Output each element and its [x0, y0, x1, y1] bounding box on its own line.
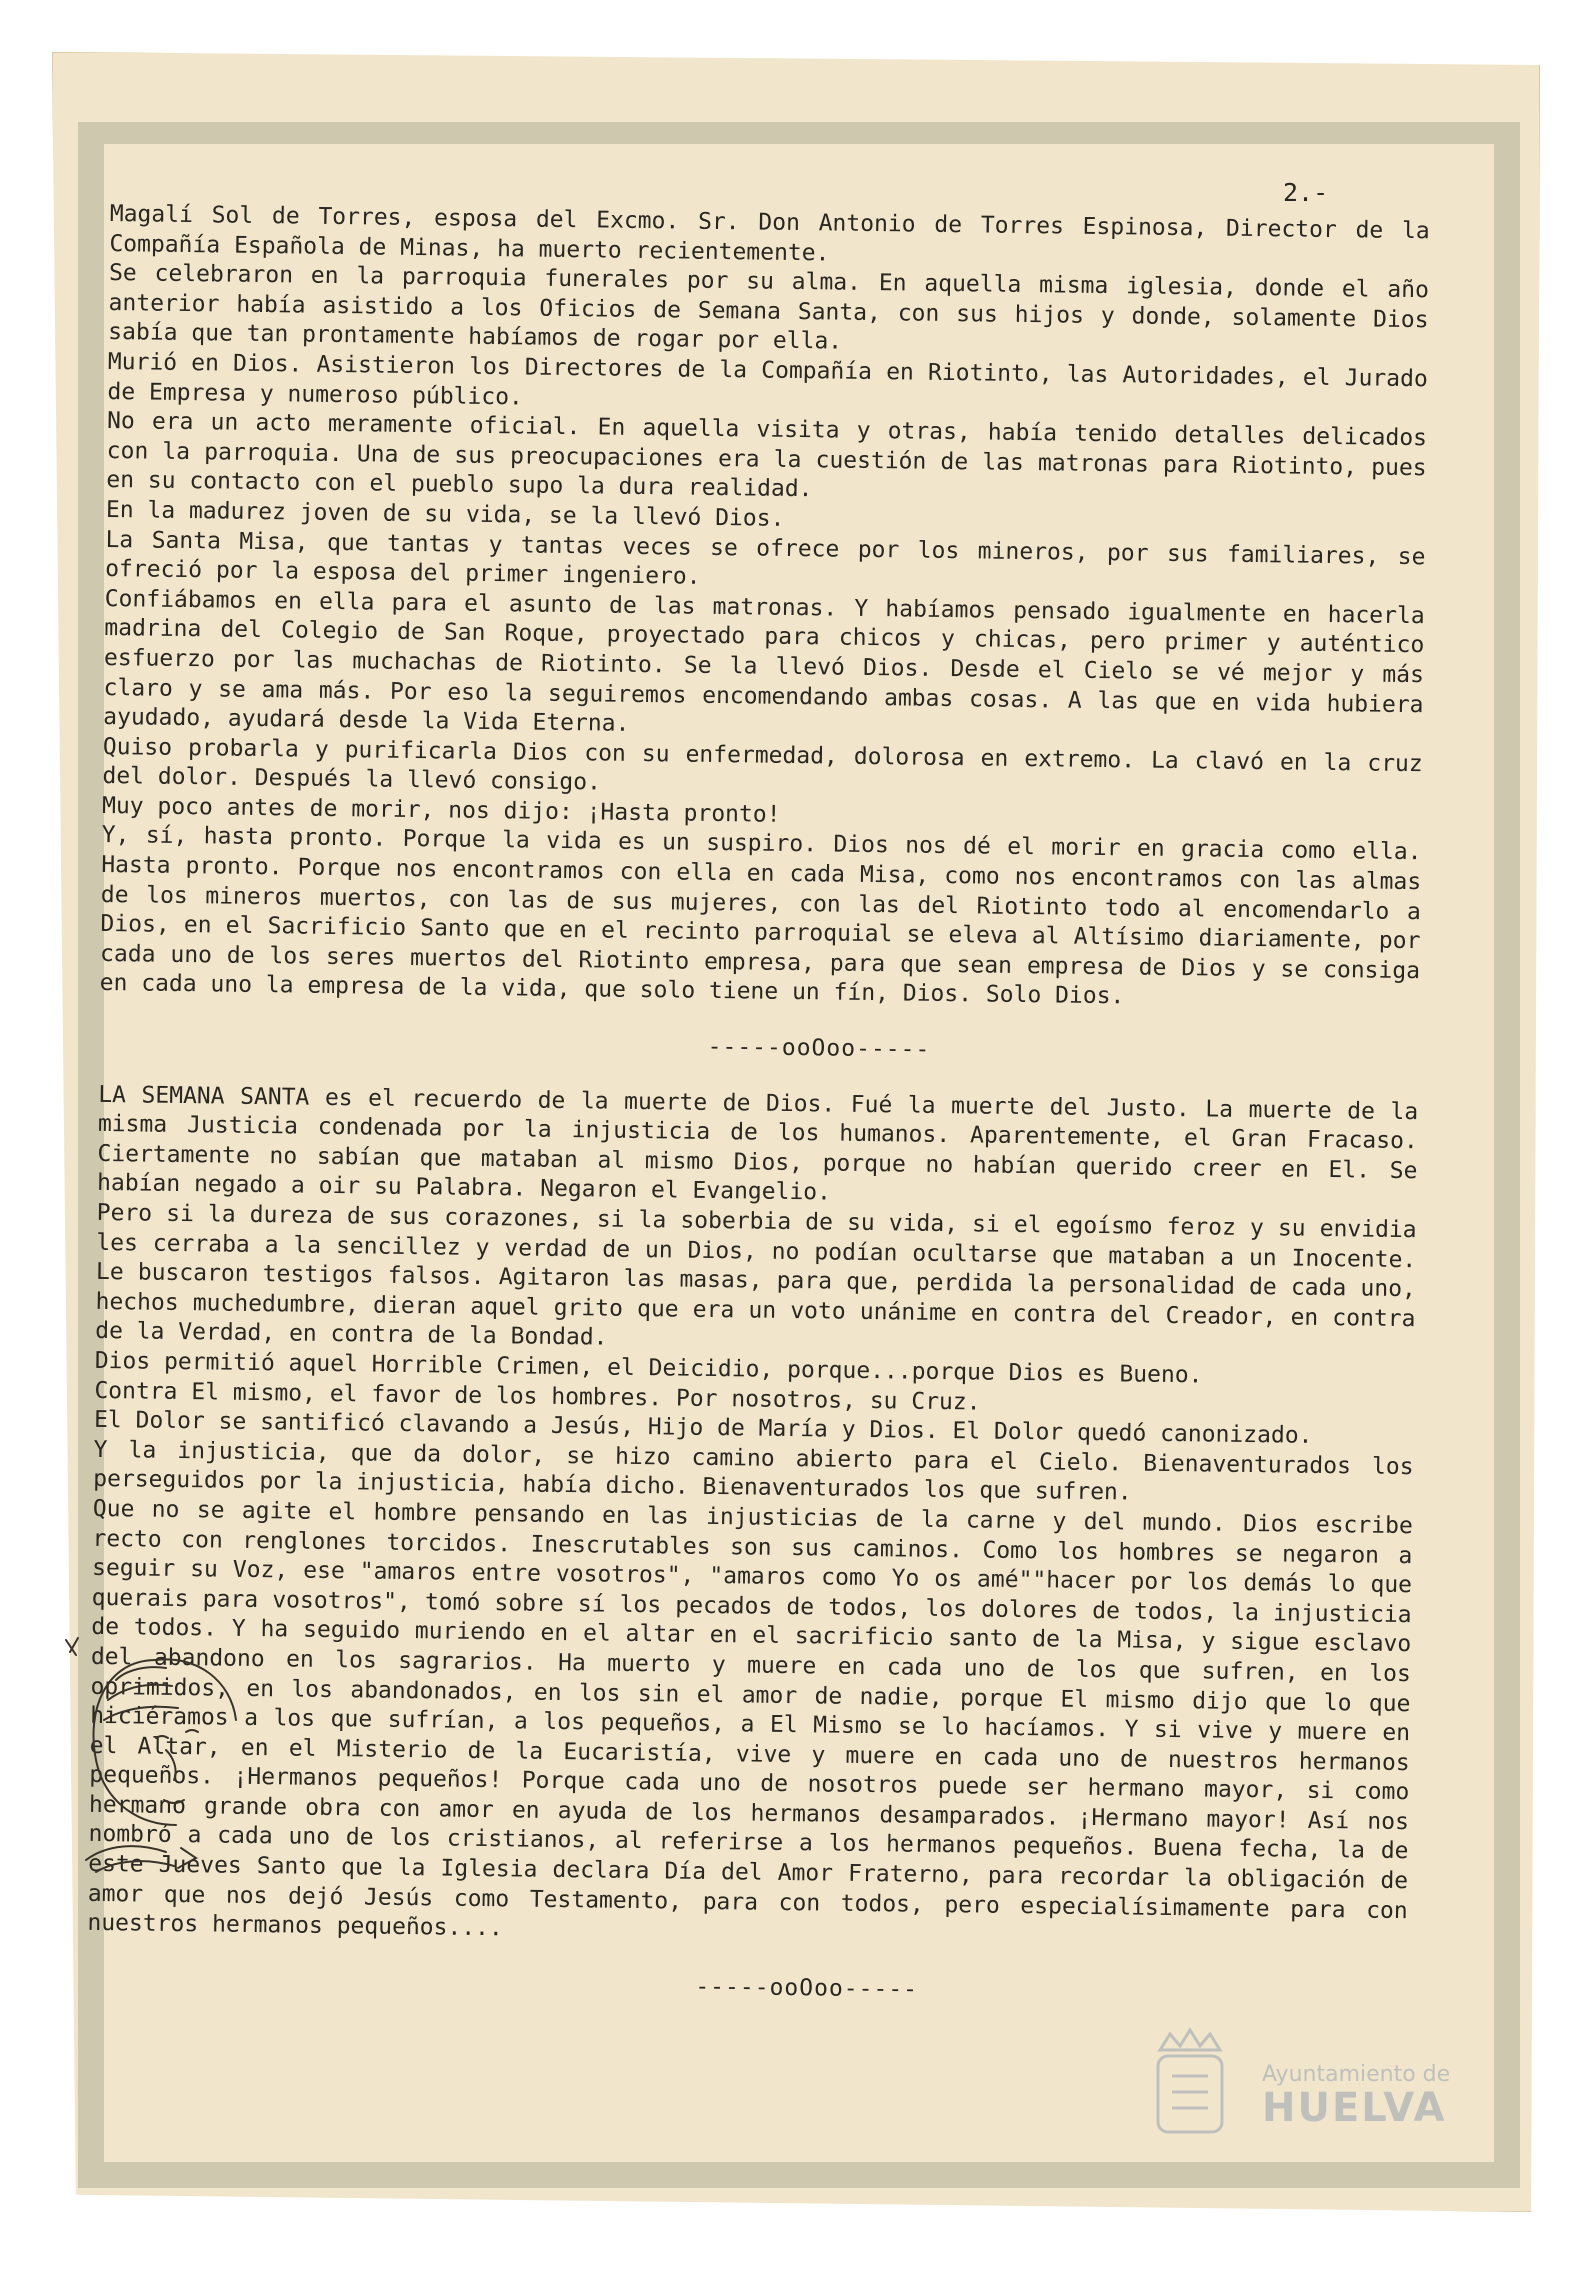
paragraph: Que no se agite el hombre pensando en las injusticias de la carne y del mundo. Dios escribe recto con renglones torcidos. Inescrutables son sus caminos. Como los hombres se negaron a seguir su Voz, ese "amaros entre vosotros", "amaros como Yo os amé""hacer por los demás lo que querais para vosotros", tomó sobre sí los pecados de todos, los dolores de todos, la injusticia de todos. Y ha seguido muriendo en el altar en el sacrificio santo de la Misa, y sigue esclavo del abandono en los sagrarios. Ha muerto y muere en cada uno de los que sufren, en los oprimidos, en los abandonados, en los sin el amor de nadie, porque El mismo dijo que lo que hiciéramos a los que sufrían, a los pequeños, a El Mismo se lo hacíamos. Y si vive y muere en el Altar, en el Misterio de la Eucaristía, vive y muere en cada uno de nuestros hermanos pequeños. ¡Hermanos pequeños! Porque cada uno de nosotros puede ser hermano mayor, si como hermano grande obra con amor en ayuda de los hermanos desamparados. ¡Hermano mayor! Así nos nombró a cada uno de los cristianos, al referirse a los hermanos pequeños. Buena fecha, la de este Jueves Santo que la Iglesia declara Día del Amor Fraterno, para recordar la obligación de amor que nos dejó Jesús como Testamento, para con todos, pero especialísimamente para con nuestros hermanos pequeños.... [87, 1495, 1413, 1942]
paragraph: No era un acto meramente oficial. En aquella visita y otras, había tenido detalles delicados con la parroquia. Una de sus preocupaciones era la cuestión de las matronas para Riotinto, pues en su contacto con el pueblo supo la dura realidad. [106, 408, 1428, 503]
page-number: 2.- [1283, 178, 1329, 207]
paragraph: Pero si la dureza de sus corazones, si la soberbia de su vida, si el egoísmo feroz y su envidia les cerraba a la sencillez y verdad de un Dios, no podían ocultarse que mataban a un Inocente. Le buscaron testigos falsos. Agitaron las masas, para que, perdida la personalidad de cada uno, hechos muchedumbre, dieran aquel grito que era un voto unánime en contra del Creador, en contra de la Verdad, en contra de la Bondad. [95, 1199, 1417, 1351]
paragraph: Contra El mismo, el favor de los hombres. Por nosotros, su Cruz. [94, 1377, 981, 1416]
sketch-drawing-icon [46, 1620, 286, 1890]
section-separator: -----ooOoo----- [695, 1973, 919, 2003]
document-body [86, 200, 1430, 2038]
section-separator: -----ooOoo----- [707, 1033, 931, 1063]
seal-text-line1: Ayuntamiento de [1262, 2062, 1451, 2087]
seal-text-line2: HUELVA [1262, 2085, 1447, 2131]
paragraph: Y, sí, hasta pronto. Porque la vida es un suspiro. Dios nos dé el morir en gracia como ella. Hasta pronto. Porque nos encontramos con ella en cada Misa, como nos encontramos con las almas de los mineros muertos, con las de sus mujeres, con las del Riotinto todo al encomendarlo a Dios, en el Sacrificio Santo que en el recinto parroquial se eleva al Altísimo diariamente, por cada uno de los seres muertos del Riotinto empresa, para que sean empresa de Dios y se consiga en cada uno la empresa de la vida, que solo tiene un fín, Dios. Solo Dios. [99, 822, 1422, 1010]
paragraph: Muy poco antes de morir, nos dijo: ¡Hasta pronto! [101, 792, 781, 828]
section-obituary [100, 200, 1430, 1016]
paragraph: Dios permitió aquel Horrible Crimen, el Deicidio, porque...porque Dios es Bueno. [94, 1347, 1203, 1389]
paragraph: Confiábamos en ella para el asunto de las matronas. Y habíamos pensado igualmente en hacerla madrina del Colegio de San Roque, proyectado para chicos y chicas, pero primer y auténtico esfuerzo por las muchachas de Riotinto. Se la llevó Dios. Desde el Cielo se vé mejor y más claro y se ama más. Por eso la seguiremos encomendando ambas cosas. A las que en vida hubiera ayudado, ayudará desde la Vida Eterna. [103, 585, 1425, 737]
paragraph: Se celebraron en la parroquia funerales por su alma. En aquella misma iglesia, donde el año anterior había asistido a los Oficios de Semana Santa, con sus hijos y donde, solamente Dios sabía que tan prontamente habíamos de rogar por ella. [108, 260, 1430, 355]
paragraph: Magalí Sol de Torres, esposa del Excmo. Sr. Don Antonio de Torres Espinosa, Director de la Compañía Española de Minas, ha muerto recientemente. [109, 200, 1430, 267]
paragraph: Y la injusticia, que da dolor, se hizo camino abierto para el Cielo. Bienaventurados los perseguidos por la injusticia, había dicho. Bienaventurados los que sufren. [93, 1436, 1414, 1506]
paragraph: Murió en Dios. Asistieron los Directores de la Compañía en Riotinto, las Autoridades, el Jurado de Empresa y numeroso público. [107, 348, 1428, 410]
paragraph: LA SEMANA SANTA es el recuerdo de la muerte de Dios. Fué la muerte del Justo. La muerte de la misma Justicia condenada por la injusticia de los humanos. Aparentemente, el Gran Fracaso. Ciertamente no sabían que mataban al mismo Dios, porque no habían querido creer en El. Se habían negado a oir su Palabra. Negaron el Evangelio. [96, 1081, 1419, 1206]
paragraph: El Dolor se santificó clavando a Jesús, Hijo de María y Dios. El Dolor quedó canonizado. [93, 1407, 1313, 1450]
paragraph: La Santa Misa, que tantas y tantas veces se ofrece por los mineros, por sus familiares, se ofreció por la esposa del primer ingeniero. [104, 526, 1426, 590]
paragraph: Quiso probarla y purificarla Dios con su enfermedad, dolorosa en extremo. La clavó en la cruz del dolor. Después la llevó consigo. [102, 733, 1423, 796]
section-semana-santa [87, 1081, 1418, 1956]
paragraph: En la madurez joven de su vida, se la llevó Dios. [105, 496, 785, 532]
